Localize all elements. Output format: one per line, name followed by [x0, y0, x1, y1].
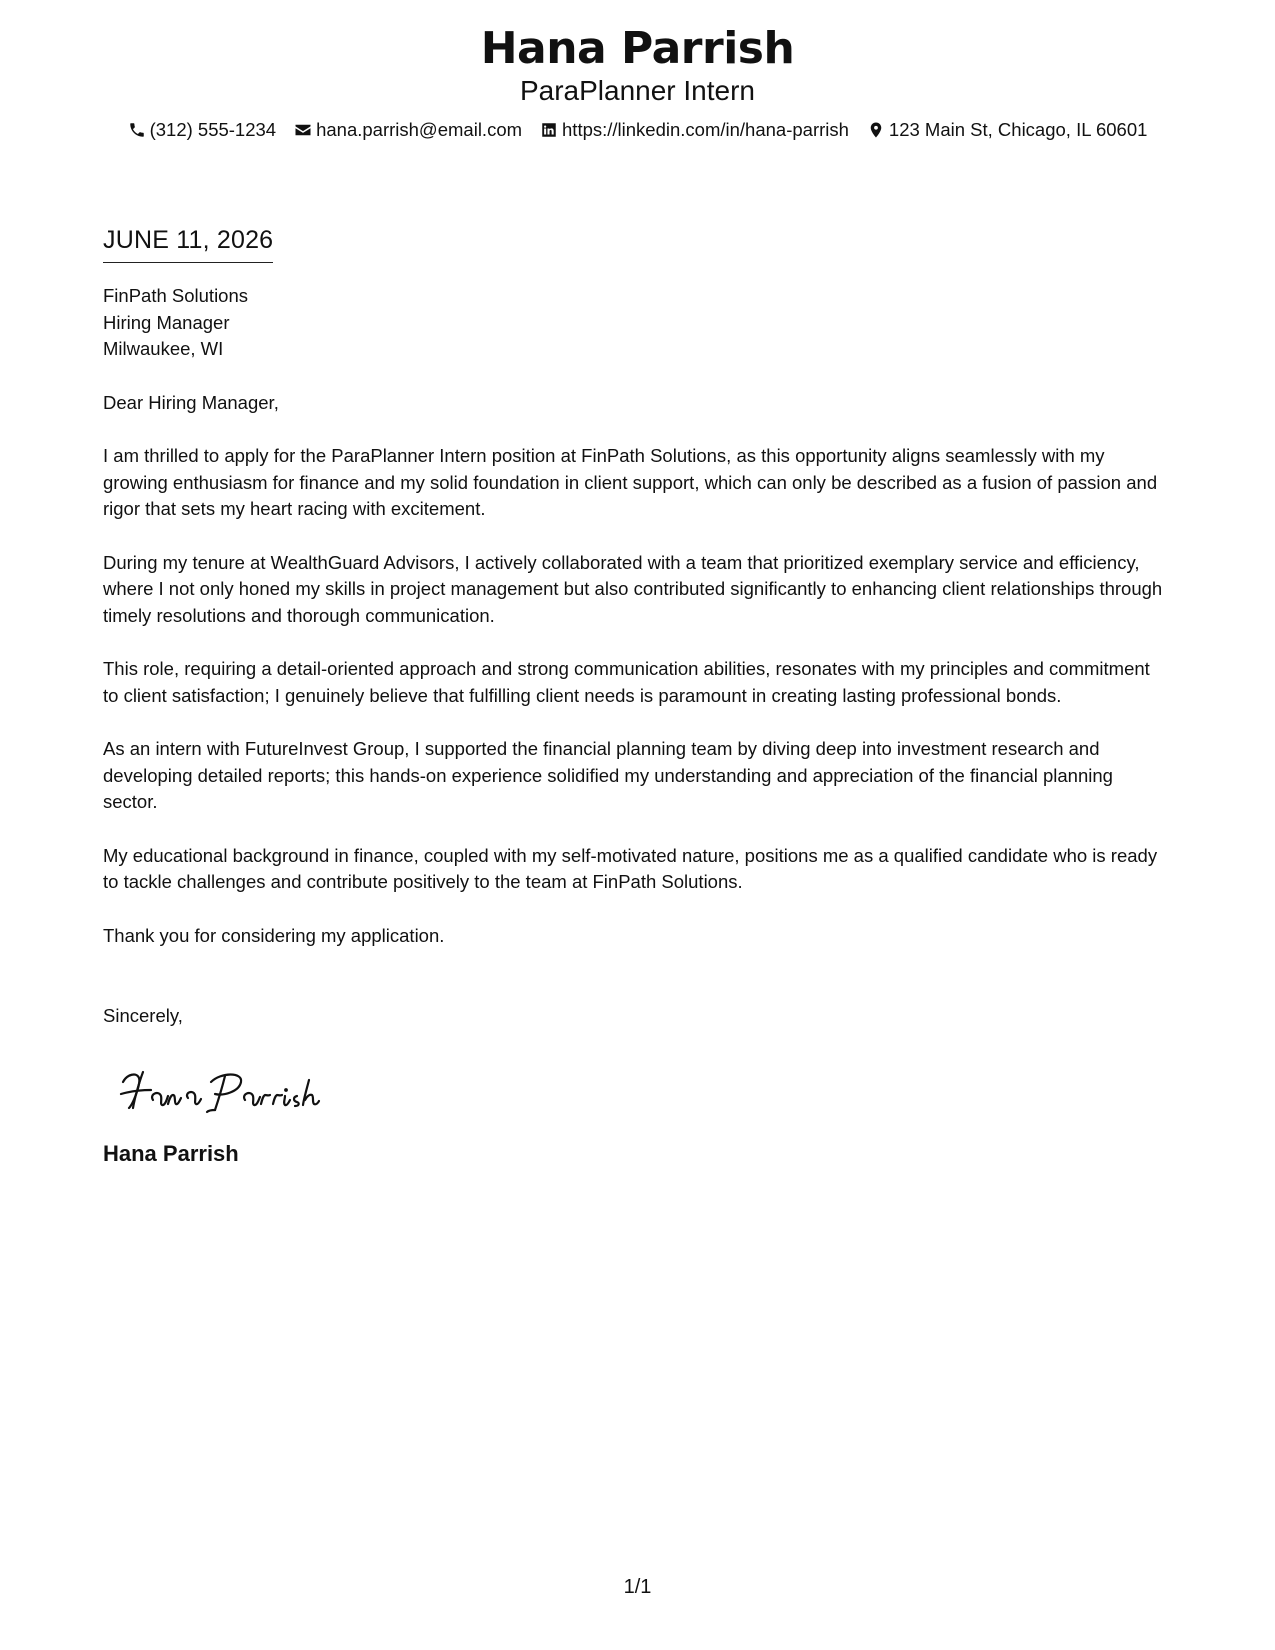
map-pin-icon: [867, 121, 885, 139]
recipient-company: FinPath Solutions: [103, 285, 249, 306]
linkedin-text: https://linkedin.com/in/hana-parrish: [562, 119, 849, 140]
contact-linkedin: [540, 118, 849, 142]
letter-header: [0, 22, 1275, 142]
recipient-location: Milwaukee, WI: [103, 338, 224, 359]
paragraph: I am thrilled to apply for the ParaPlanner Intern position at FinPath Solutions, as this opportunity aligns seamlessly with my growing enthusiasm for finance and my solid foundation in client support, which can only be described as a fusion of passion and rigor that sets my heart racing with excitement.: [103, 445, 1158, 519]
closing: Sincerely,: [103, 1005, 183, 1026]
applicant-title: ParaPlanner Intern: [519, 75, 756, 106]
address-text: 123 Main St, Chicago, IL 60601: [888, 119, 1148, 140]
recipient-block: [103, 283, 1163, 363]
page-number: 1/1: [623, 1576, 652, 1598]
signer-name: Hana Parrish: [103, 1140, 239, 1166]
envelope-icon: [294, 121, 312, 139]
signature-icon: [113, 1060, 373, 1120]
salutation: Dear Hiring Manager,: [103, 391, 279, 413]
contact-info: [0, 118, 1275, 142]
paragraph: As an intern with FutureInvest Group, I supported the financial planning team by diving deep into investment research and developing detailed reports; this hands-on experience solidified my understanding and appreciation of the financial planning sector.: [103, 738, 1113, 812]
paragraph: My educational background in finance, coupled with my self-motivated nature, positions me as a qualified candidate who is ready to tackle challenges and contribute positively to the team at FinPath Solutions.: [103, 844, 1158, 892]
linkedin-icon: [540, 121, 558, 139]
letter-date: JUNE 11, 2026: [103, 224, 273, 263]
paragraph: During my tenure at WealthGuard Advisors, I actively collaborated with a team that prioritized exemplary service and efficiency, where I not only honed my skills in project management but also contributed significantly to enhancing client relationships through timely resolutions and thorough communication.: [103, 551, 1163, 626]
recipient-role: Hiring Manager: [103, 311, 230, 333]
letter-body: [103, 224, 1163, 1168]
contact-address: [867, 118, 1148, 142]
applicant-name: Hana Parrish: [480, 23, 795, 74]
email-text: hana.parrish@email.com: [316, 119, 523, 140]
phone-text: (312) 555-1234: [149, 119, 277, 140]
handwritten-signature: [113, 1060, 1163, 1120]
paragraph: This role, requiring a detail-oriented approach and strong communication abilities, resonates with my principles and commitment to client satisfaction; I genuinely believe that fulfilling client needs is paramount in creating lasting professional bonds.: [103, 658, 1150, 706]
phone-icon: [128, 121, 146, 139]
contact-email: [294, 118, 522, 142]
paragraph: Thank you for considering my application.: [103, 924, 445, 946]
contact-phone: [128, 118, 277, 142]
